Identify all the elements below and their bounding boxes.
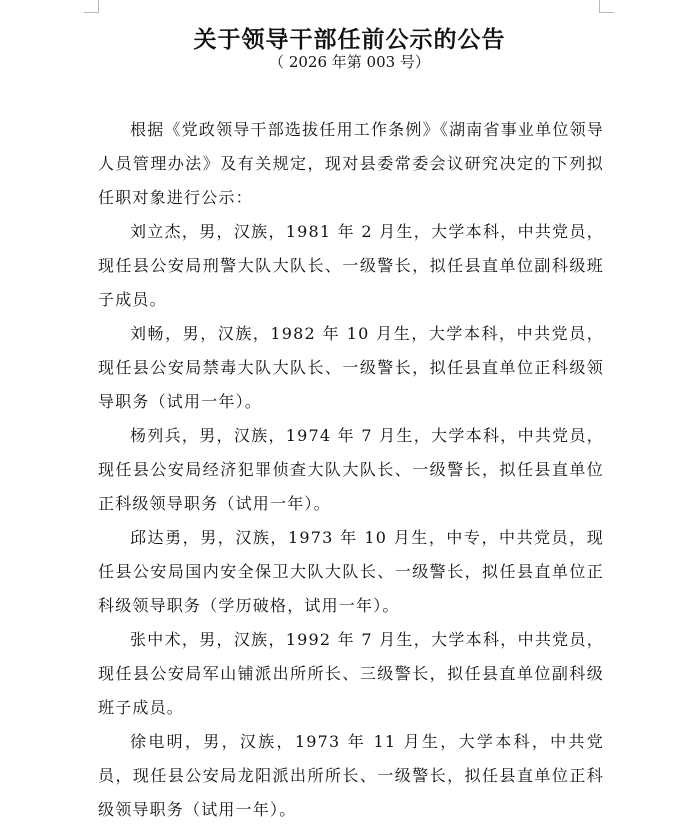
page-corner-mark-right <box>599 0 614 13</box>
document-body <box>98 113 604 827</box>
intro-paragraph: 根据《党政领导干部选拔任用工作条例》《湖南省事业单位领导人员管理办法》及有关规定，现对县委常委会议研究决定的下列拟任职对象进行公示： <box>98 120 604 207</box>
candidate-paragraph-qiu-dayong: 邱达勇，男，汉族，1973 年 10 月生，中专，中共党员，现任县公安局国内安全保卫大队大队长、一级警长，拟任县直单位正科级领导职务（学历破格，试用一年）。 <box>98 528 604 615</box>
document-number: （ 2026 年第 003 号） <box>269 53 430 71</box>
candidate-paragraph-xu-dianming: 徐电明，男，汉族，1973 年 11 月生，大学本科，中共党员，现任县公安局龙阳派出所所长、一级警长，拟任县直单位正科级领导职务（试用一年）。 <box>98 732 604 819</box>
candidate-paragraph-yang-liebing: 杨列兵，男，汉族，1974 年 7 月生，大学本科，中共党员，现任县公安局经济犯罪侦查大队大队长、一级警长，拟任县直单位正科级领导职务（试用一年）。 <box>98 426 604 513</box>
page-corner-mark-left <box>84 0 99 13</box>
candidate-paragraph-zhang-zhongshu: 张中术，男，汉族，1992 年 7 月生，大学本科，中共党员，现任县公安局军山铺派出所所长、三级警长，拟任县直单位副科级班子成员。 <box>98 630 604 717</box>
document-title: 关于领导干部任前公示的公告 <box>193 27 506 54</box>
candidate-paragraph-liu-lijie: 刘立杰，男，汉族，1981 年 2 月生，大学本科，中共党员，现任县公安局刑警大队大队长、一级警长，拟任县直单位副科级班子成员。 <box>98 222 604 309</box>
candidate-paragraph-liu-chang: 刘畅，男，汉族，1982 年 10 月生，大学本科，中共党员，现任县公安局禁毒大队大队长、一级警长，拟任县直单位正科级领导职务（试用一年）。 <box>98 324 604 411</box>
